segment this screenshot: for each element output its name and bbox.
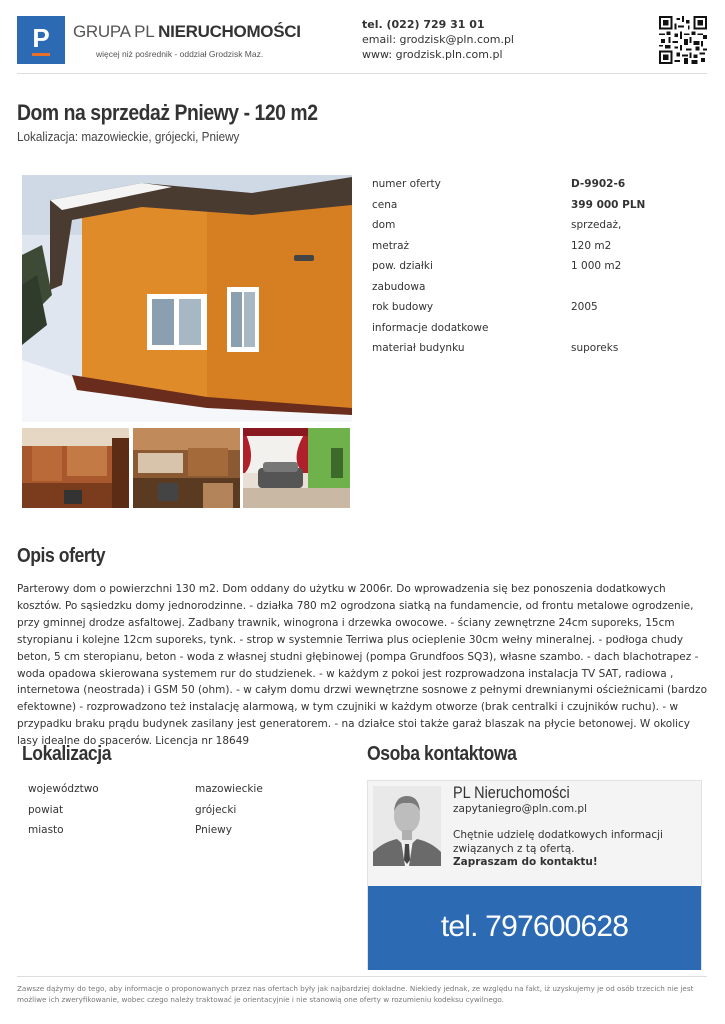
thumbnail-photo-living-room[interactable] xyxy=(243,428,350,508)
detail-value: 399 000 PLN xyxy=(571,198,646,211)
detail-row xyxy=(372,322,692,343)
office-phone[interactable]: tel. (022) 729 31 01 xyxy=(362,18,485,31)
office-website[interactable]: www: grodzisk.pln.com.pl xyxy=(362,48,503,61)
location-label: województwo xyxy=(28,783,99,795)
detail-label: numer oferty xyxy=(372,178,441,190)
contact-phone[interactable]: tel. 797600628 xyxy=(440,910,629,943)
contact-name: PL Nieruchomości xyxy=(453,783,570,802)
logo-letter: P xyxy=(32,23,50,53)
location-value: grójecki xyxy=(195,803,237,816)
header-divider xyxy=(17,73,707,74)
contact-cta: Zapraszam do kontaktu! xyxy=(453,856,598,868)
detail-label: zabudowa xyxy=(372,280,426,293)
contact-heading: Osoba kontaktowa xyxy=(367,743,517,765)
detail-row xyxy=(372,342,692,363)
detail-value: D-9902-6 xyxy=(571,178,626,190)
location-row xyxy=(28,804,328,825)
detail-value: 2005 xyxy=(571,301,598,313)
detail-label: metraż xyxy=(372,239,410,252)
detail-value: suporeks xyxy=(571,342,619,354)
footer-divider xyxy=(17,976,707,977)
location-row xyxy=(28,783,328,804)
location-heading: Lokalizacja xyxy=(22,743,112,765)
location-label: miasto xyxy=(28,824,64,836)
detail-label: informacje dodatkowe xyxy=(372,321,489,334)
detail-label: cena xyxy=(372,198,398,211)
legal-disclaimer: Zawsze dążymy do tego, aby informacje o proponowanych przez nas ofertach były jak najbardziej dokładne. Niekiedy jednak, ze względu na fakt, iż uzyskujemy je od osób trzecich nie jest możliwe ich zweryfikowanie, wobec czego należy traktować je orientacyjnie i nie stanowią one oferty w rozumieniu kodeksu cywilnego. xyxy=(17,984,694,1004)
detail-value: 120 m2 xyxy=(571,239,612,252)
detail-row xyxy=(372,240,692,261)
page-header xyxy=(17,16,707,72)
location-value: Pniewy xyxy=(195,824,232,836)
detail-row xyxy=(372,199,692,220)
detail-row xyxy=(372,178,692,199)
thumbnail-photo-kitchen-2[interactable] xyxy=(133,428,240,508)
detail-row xyxy=(372,281,692,302)
main-property-photo[interactable] xyxy=(22,175,352,422)
location-row xyxy=(28,824,328,845)
detail-label: rok budowy xyxy=(372,301,434,313)
contact-email[interactable]: zapytaniegro@pln.com.pl xyxy=(453,803,588,815)
brand-name: GRUPA PL NIERUCHOMOŚCI xyxy=(73,22,301,41)
location-label: powiat xyxy=(28,803,64,816)
company-logo[interactable] xyxy=(17,16,65,64)
detail-row xyxy=(372,219,692,240)
avatar xyxy=(373,786,441,866)
detail-label: materiał budynku xyxy=(372,342,465,354)
detail-row xyxy=(372,260,692,281)
page-title: Dom na sprzedaż Pniewy - 120 m2 xyxy=(17,100,318,125)
location-table xyxy=(28,783,328,845)
offer-details-table xyxy=(372,178,692,363)
description-text: Parterowy dom o powierzchni 130 m2. Dom oddany do użytku w 2006r. Do wprowadzenia się bez ponoszenia dodatkowych kosztów. Po sąsiedzku domy jednorodzinne. - działka 780 m2 ogrodzona siatką na fundamencie, od frontu metalowe ogrodzenie, przy gminnej drodze asfaltowej. Zadbany trawnik, winogrona i drzewka owocowe. - ściany zewnętrzne 24cm suporeks, 15cm styropianu i kolejne 12cm suporeks, tynk. - strop w systemnie Terriwa plus ocieplenie 30cm wełny mineralnej. - podłoga chudy beton, 5 cm steropianu, beton - woda z własnej studni głębinowej (pompa Grundfoos SQ3), własne szambo. - dach blachotrapez - woda opadowa skierowana systemem rur do studzienek. - w każdym z pokoi jest rozprowadzona instalacja TV SAT, radiowa , internetowa (neostrada) i GSM 50 (ohm). - w całym domu drzwi wewnętrzne sosnowe z pełnymi drewnianymi ościeżnicami (bardzo efektowne) - rozprowadzono też instalację alarmową, w tym czujniki w każdym otworze (brak centralki i czujników ruchu). - w przypadku braku prądu budynek zasilany jest generatorem. - na działce stoi także garaż blaszak na płycie betonowej. W okolicy lasy idealne do spacerów. Licencja nr 18649 xyxy=(17,583,707,748)
detail-value: sprzedaż, xyxy=(571,219,622,231)
detail-row xyxy=(372,301,692,322)
detail-label: dom xyxy=(372,219,396,231)
qr-code-icon xyxy=(659,16,707,64)
contact-card xyxy=(367,780,702,970)
location-subtitle: Lokalizacja: mazowieckie, grójecki, Pniewy xyxy=(17,129,240,144)
thumbnail-photo-kitchen[interactable] xyxy=(22,428,129,508)
office-email[interactable]: email: grodzisk@pln.com.pl xyxy=(362,33,514,46)
contact-phone-box[interactable] xyxy=(368,886,701,970)
contact-note: Chętnie udzielę dodatkowych informacji związanych z tą ofertą. Zapraszam do kontaktu! xyxy=(453,829,663,868)
detail-value: 1 000 m2 xyxy=(571,260,622,272)
location-value: mazowieckie xyxy=(195,783,263,795)
office-contact xyxy=(362,17,514,62)
brand-tagline: więcej niż pośrednik - oddział Grodzisk Maz. xyxy=(96,49,264,59)
detail-label: pow. działki xyxy=(372,260,433,272)
description-heading: Opis oferty xyxy=(17,545,106,567)
